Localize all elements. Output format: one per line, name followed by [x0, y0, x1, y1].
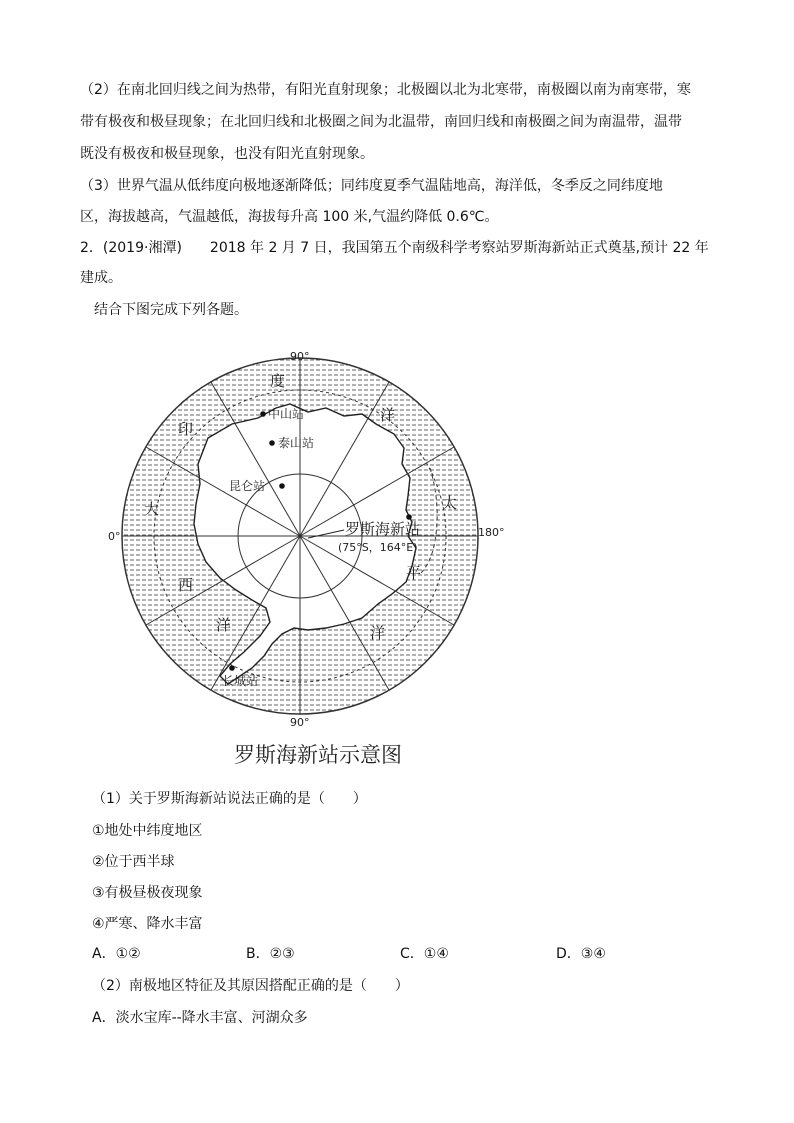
kunlun-station-marker [279, 483, 285, 489]
answer-3-line-2: 区，海拔越高，气温越低，海拔每升高 100 米,气温约降低 0.6℃。 [80, 209, 499, 225]
answer-2-line-3: 既没有极夜和极昼现象，也没有阳光直射现象。 [80, 146, 374, 162]
ross-sea-station-label: 罗斯海新站 [345, 520, 421, 538]
antarctica-map-svg [108, 338, 512, 774]
ocean-char-xi: 西 [178, 576, 194, 594]
ocean-char-da: 大 [144, 500, 160, 518]
question-1-stem: （1）关于罗斯海新站说法正确的是（ ） [92, 791, 367, 807]
ocean-char-yin: 印 [178, 420, 194, 438]
answer-2-line-1: （2）在南北回归线之间为热带，有阳光直射现象；北极圈以北为北寒带，南极圈以南为南寒带，寒 [80, 82, 691, 98]
changcheng-station-marker [229, 665, 235, 671]
ross-sea-station-map [108, 338, 512, 774]
question-2-option-a[interactable]: A．淡水宝库--降水丰富、河湖众多 [92, 1010, 308, 1026]
answer-2-line-2: 带有极夜和极昼现象；在北回归线和北极圈之间为北温带，南回归线和南极圈之间为南温带，温带 [80, 114, 682, 130]
meridian-label-right: 180° [478, 526, 505, 539]
ocean-char-tai: 太 [442, 494, 458, 512]
ocean-char-yang-1: 洋 [380, 406, 396, 424]
ocean-char-du: 度 [270, 372, 286, 390]
question-2-stem: （2）南极地区特征及其原因搭配正确的是（ ） [92, 978, 409, 994]
ross-sea-station-coordinates: (75°S，164°E) [338, 541, 418, 554]
question-1-item-2: ②位于西半球 [92, 854, 175, 870]
ross-sea-station-marker [406, 514, 412, 520]
question-1-item-4: ④严寒、降水丰富 [92, 916, 203, 932]
zhongshan-station-marker [260, 411, 266, 417]
question-1-option-a[interactable]: A．①② [92, 946, 141, 962]
meridian-label-bottom: 90° [290, 716, 310, 729]
question-1-item-1: ①地处中纬度地区 [92, 823, 203, 839]
taishan-station-marker [269, 440, 275, 446]
question-2-instruction: 结合下图完成下列各题。 [80, 302, 248, 318]
ocean-char-yang-2: 洋 [216, 616, 232, 634]
ocean-char-yang-3: 洋 [370, 624, 386, 642]
question-2-intro: 2．(2019·湘潭) 2018 年 2 月 7 日，我国第五个南级科学考察站罗斯海新站正式奠基,预计 22 年 [80, 240, 709, 256]
meridian-label-top: 90° [290, 350, 310, 363]
taishan-station-label: 泰山站 [278, 436, 315, 450]
question-2-intro-cont: 建成。 [80, 270, 122, 286]
answer-3-line-1: （3）世界气温从低纬度向极地逐渐降低；同纬度夏季气温陆地高，海洋低，冬季反之同纬度地 [80, 178, 663, 194]
meridian-label-left: 0° [108, 530, 121, 543]
changcheng-station-label: 长城站 [222, 674, 259, 688]
question-1-option-d[interactable]: D．③④ [556, 946, 606, 962]
question-1-option-c[interactable]: C．①④ [400, 946, 449, 962]
ocean-char-ping: 平 [406, 564, 422, 582]
map-caption: 罗斯海新站示意图 [234, 743, 402, 767]
question-1-option-b[interactable]: B．②③ [246, 946, 295, 962]
zhongshan-station-label: 中山站 [268, 407, 305, 421]
question-1-item-3: ③有极昼极夜现象 [92, 885, 203, 901]
kunlun-station-label: 昆仑站 [229, 479, 266, 493]
